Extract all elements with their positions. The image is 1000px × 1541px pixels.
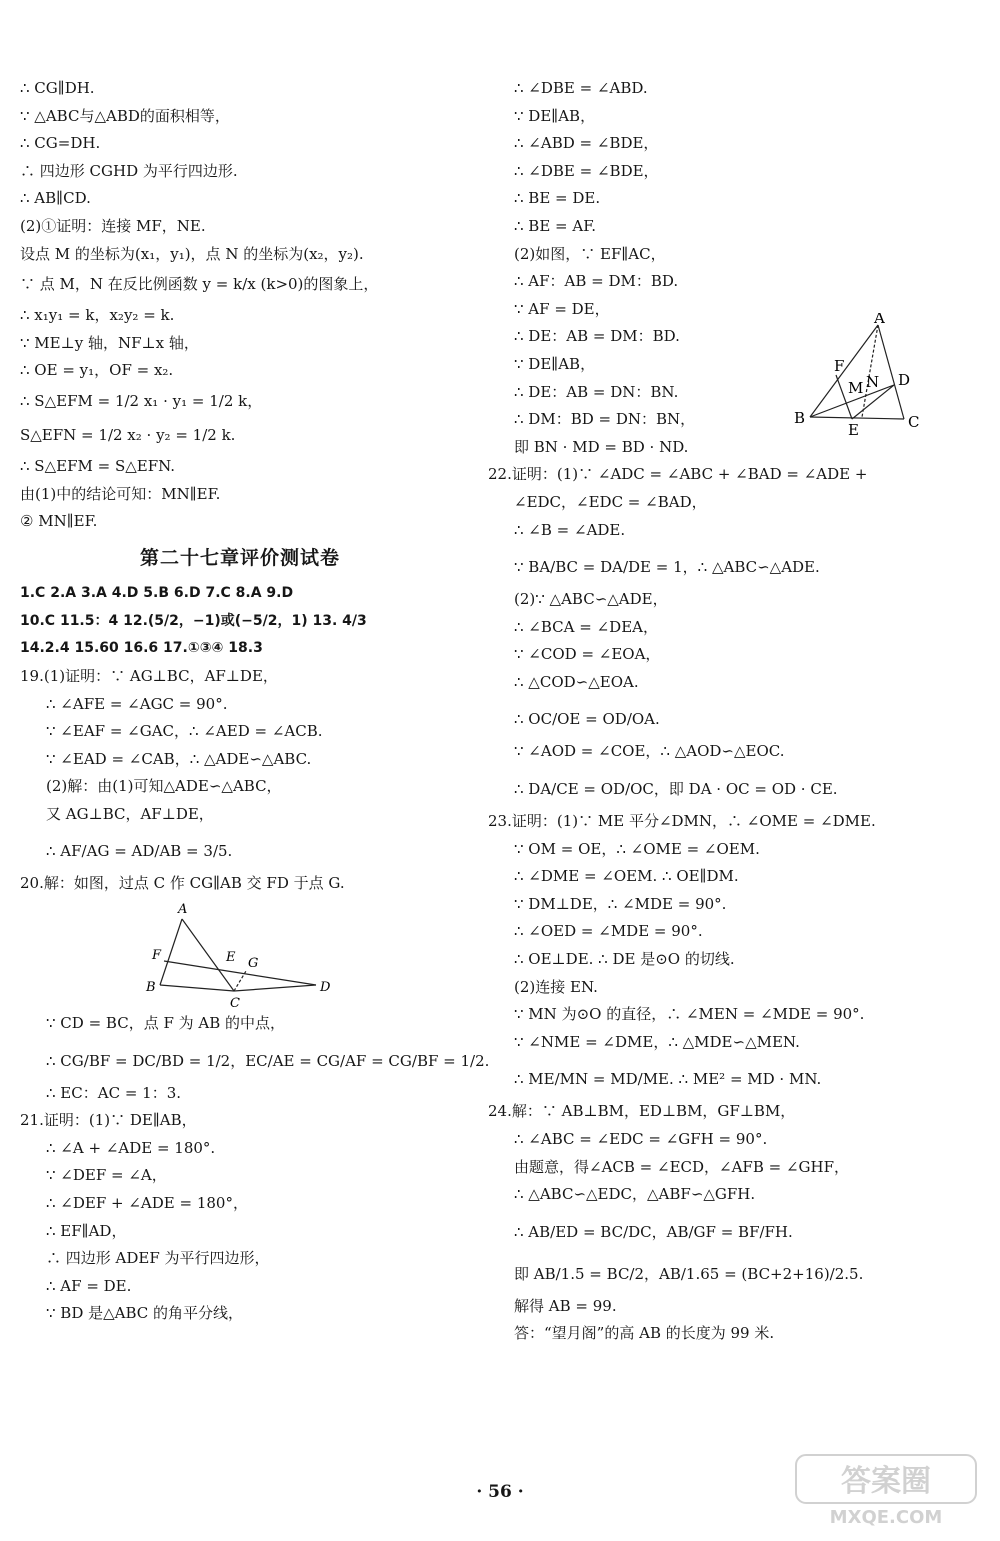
solution-line: ∵ △ABC与△ABD的面积相等，	[20, 106, 230, 125]
solution-line: ∵ ∠AOD = ∠COE，∴ △AOD∽△EOC.	[514, 742, 785, 761]
q19-line: ∴ AF/AG = AD/AB = 3/5.	[46, 842, 233, 861]
solution-line: ∴ AF：AB = DM：BD.	[514, 272, 679, 291]
solution-line: 由(1)中的结论可知：MN∥EF.	[20, 484, 221, 503]
solution-line: ∴ x₁y₁ = k，x₂y₂ = k.	[20, 306, 175, 325]
q19-line: ∵ ∠EAD = ∠CAB，∴ △ADE∽△ABC.	[46, 749, 312, 768]
solution-line: ∴ AB/ED = BC/DC，AB/GF = BF/FH.	[514, 1222, 793, 1241]
triangle-figure-20	[20, 901, 460, 1013]
solution-line: ∴ ∠DME = ∠OEM. ∴ OE∥DM.	[514, 867, 739, 886]
label-A: A	[178, 902, 188, 918]
watermark-text: 答案圈	[841, 1464, 931, 1499]
label-F: F	[152, 948, 162, 964]
q21-line: ∵ ∠DEF = ∠A，	[46, 1166, 167, 1185]
solution-line: (2)连接 EN.	[514, 977, 598, 996]
q20-line: 20.解：如图，过点 C 作 CG∥AB 交 FD 于点 G.	[20, 874, 345, 893]
solution-line: ∵ ∠NME = ∠DME，∴ △MDE∽△MEN.	[514, 1032, 800, 1051]
solution-line: 24.解：∵ AB⊥BM，ED⊥BM，GF⊥BM，	[488, 1102, 796, 1121]
solution-line: (2)∵ △ABC∽△ADE，	[514, 590, 668, 609]
label-E-fig21: E	[848, 421, 859, 438]
page-number: · 56 ·	[476, 1482, 524, 1502]
solution-line: ∴ OC/OE = OD/OA.	[514, 710, 660, 729]
solution-line: ∴ AB∥CD.	[20, 189, 91, 208]
q20-line: ∴ EC：AC = 1：3.	[46, 1083, 182, 1102]
figure-q21	[788, 313, 928, 442]
solution-line: ∴ OE⊥DE. ∴ DE 是⊙O 的切线.	[514, 950, 735, 969]
label-C-fig21: C	[908, 413, 920, 431]
solution-line: ∴ BE = DE.	[514, 189, 601, 208]
label-M-fig21: M	[848, 379, 864, 397]
solution-line: ∴ DE：AB = DM：BD.	[514, 327, 680, 346]
solution-line: ② MN∥EF.	[20, 512, 98, 531]
q21-line: ∴ ∠DEF + ∠ADE = 180°，	[46, 1194, 248, 1213]
watermark-graphic	[786, 1451, 986, 1531]
solution-line: ∵ DM⊥DE，∴ ∠MDE = 90°.	[514, 894, 727, 913]
question-21	[20, 1110, 460, 1323]
solution-line: ∴ ME/MN = MD/ME. ∴ ME² = MD · MN.	[514, 1070, 822, 1089]
q21-line: ∴ EF∥AD，	[46, 1221, 127, 1240]
solution-line: 即 AB/1.5 = BC/2，AB/1.65 = (BC+2+16)/2.5.	[514, 1264, 864, 1283]
solution-line: ∴ ∠B = ∠ADE.	[514, 520, 626, 539]
solution-line: ∠EDC，∠EDC = ∠BAD，	[514, 492, 707, 511]
solution-line: ∴ CG∥DH.	[20, 79, 95, 97]
label-G: G	[248, 956, 259, 972]
section-title: 第二十七章评价测试卷	[139, 547, 340, 570]
label-D-fig21: D	[898, 371, 911, 389]
q20-line: ∵ CD = BC，点 F 为 AB 的中点，	[46, 1014, 286, 1033]
answer-row: 14.2.4 15.60 16.6 17.①③④ 18.3	[20, 640, 263, 657]
solution-line: 23.证明：(1)∵ ME 平分∠DMN，∴ ∠OME = ∠DME.	[488, 812, 876, 831]
solution-line: ∵ MN 为⊙O 的直径，∴ ∠MEN = ∠MDE = 90°.	[514, 1005, 865, 1024]
label-A-fig21: A	[874, 313, 885, 327]
triangle-figure-21	[788, 313, 928, 438]
solution-line: (2)①证明：连接 MF，NE.	[20, 216, 206, 235]
solution-line: (2)如图，∵ EF∥AC，	[514, 244, 666, 263]
solution-line: ∴ DM：BD = DN：BN，	[514, 410, 696, 429]
solution-line: 即 BN · MD = BD · ND.	[514, 437, 689, 456]
figure-q20	[20, 901, 460, 1013]
solution-line: ∴ OE = y₁，OF = x₂.	[20, 361, 174, 380]
solution-line: 由题意，得∠ACB = ∠ECD，∠AFB = ∠GHF，	[514, 1157, 850, 1176]
solution-line: ∴ DE：AB = DN：BN.	[514, 382, 679, 401]
watermark-url: MXQE.COM	[829, 1507, 943, 1528]
label-E: E	[226, 950, 236, 966]
solution-line: ∵ ME⊥y 轴，NF⊥x 轴，	[20, 333, 199, 352]
solution-line: 设点 M 的坐标为(x₁，y₁)，点 N 的坐标为(x₂，y₂).	[20, 244, 364, 263]
question-20-solution	[20, 1013, 490, 1103]
q21-line: ∵ BD 是△ABC 的角平分线，	[46, 1304, 244, 1323]
right-column-lines	[488, 78, 988, 1343]
solution-line: ∴ CG=DH.	[20, 134, 101, 153]
q19-line: ∵ ∠EAF = ∠GAC，∴ ∠AED = ∠ACB.	[46, 722, 323, 741]
q20-line: ∴ CG/BF = DC/BD = 1/2，EC/AE = CG/AF = CG/BF = 1/2.	[46, 1051, 490, 1070]
solution-line: 答：“望月阁”的高 AB 的长度为 99 米.	[514, 1324, 775, 1343]
solution-line: ∵ DE∥AB，	[514, 106, 596, 125]
q19-line: ∴ ∠AFE = ∠AGC = 90°.	[46, 694, 228, 713]
solution-line: ∴ △ABC∽△EDC，△ABF∽△GFH.	[514, 1185, 756, 1204]
label-F-fig21: F	[834, 357, 845, 375]
label-B-fig21: B	[794, 409, 806, 427]
solution-line: 22.证明：(1)∵ ∠ADC = ∠ABC + ∠BAD = ∠ADE +	[488, 465, 868, 484]
label-N-fig21: N	[866, 373, 880, 391]
solution-line: ∴ ∠BCA = ∠DEA，	[514, 617, 658, 636]
q21-line: ∴ 四边形 ADEF 为平行四边形，	[46, 1249, 270, 1268]
answer-key	[20, 583, 460, 658]
answer-row: 1.C 2.A 3.A 4.D 5.B 6.D 7.C 8.A 9.D	[20, 585, 294, 602]
q19-line: 又 AG⊥BC，AF⊥DE，	[46, 804, 214, 823]
solution-line: ∴ ∠DBE = ∠BDE，	[514, 161, 659, 180]
solution-line: ∴ ∠ABC = ∠EDC = ∠GFH = 90°.	[514, 1130, 768, 1148]
question-20	[20, 873, 460, 893]
solution-line: 解得 AB = 99.	[514, 1296, 617, 1315]
q21-line: 21.证明：(1)∵ DE∥AB，	[20, 1111, 197, 1130]
q18-continuation	[20, 78, 460, 531]
solution-line: ∵ DE∥AB，	[514, 354, 596, 373]
question-19	[20, 666, 460, 872]
label-B: B	[146, 980, 156, 996]
solution-line: ∵ 点 M，N 在反比例函数 y = k/x (k>0)的图象上，	[20, 275, 379, 294]
answer-row: 10.C 11.5：4 12.(5/2，−1)或(−5/2，1) 13. 4/3	[20, 612, 367, 629]
solution-line: ∴ S△EFM = 1/2 x₁ · y₁ = 1/2 k，	[20, 391, 263, 410]
q19-line: (2)解：由(1)可知△ADE∽△ABC，	[46, 777, 282, 796]
solution-line: ∴ ∠DBE = ∠ABD.	[514, 79, 648, 97]
solution-line: ∵ ∠COD = ∠EOA，	[514, 645, 661, 664]
watermark-logo	[786, 1451, 986, 1531]
solution-line: ∵ BA/BC = DA/DE = 1，∴ △ABC∽△ADE.	[514, 558, 820, 577]
solution-line: ∴ DA/CE = OD/OC，即 DA · OC = OD · CE.	[514, 780, 838, 799]
right-column	[488, 78, 988, 1351]
solution-line: ∴ S△EFM = S△EFN.	[20, 456, 176, 475]
solution-line: ∴ BE = AF.	[514, 216, 597, 235]
solution-line: S△EFN = 1/2 x₂ · y₂ = 1/2 k.	[20, 425, 236, 444]
solution-line: ∴ 四边形 CGHD 为平行四边形.	[20, 161, 238, 180]
label-C: C	[230, 996, 240, 1012]
solution-line: ∵ AF = DE，	[514, 299, 610, 318]
solution-line: ∴ ∠ABD = ∠BDE，	[514, 134, 659, 153]
q21-line: ∴ ∠A + ∠ADE = 180°.	[46, 1138, 216, 1157]
q19-line: 19.(1)证明：∵ AG⊥BC，AF⊥DE，	[20, 666, 278, 685]
solution-line: ∴ △COD∽△EOA.	[514, 672, 639, 691]
solution-line: ∵ OM = OE，∴ ∠OME = ∠OEM.	[514, 839, 760, 858]
label-D: D	[320, 980, 331, 996]
q21-line: ∴ AF = DE.	[46, 1276, 132, 1295]
solution-line: ∴ ∠OED = ∠MDE = 90°.	[514, 922, 703, 941]
left-column	[20, 78, 490, 1331]
